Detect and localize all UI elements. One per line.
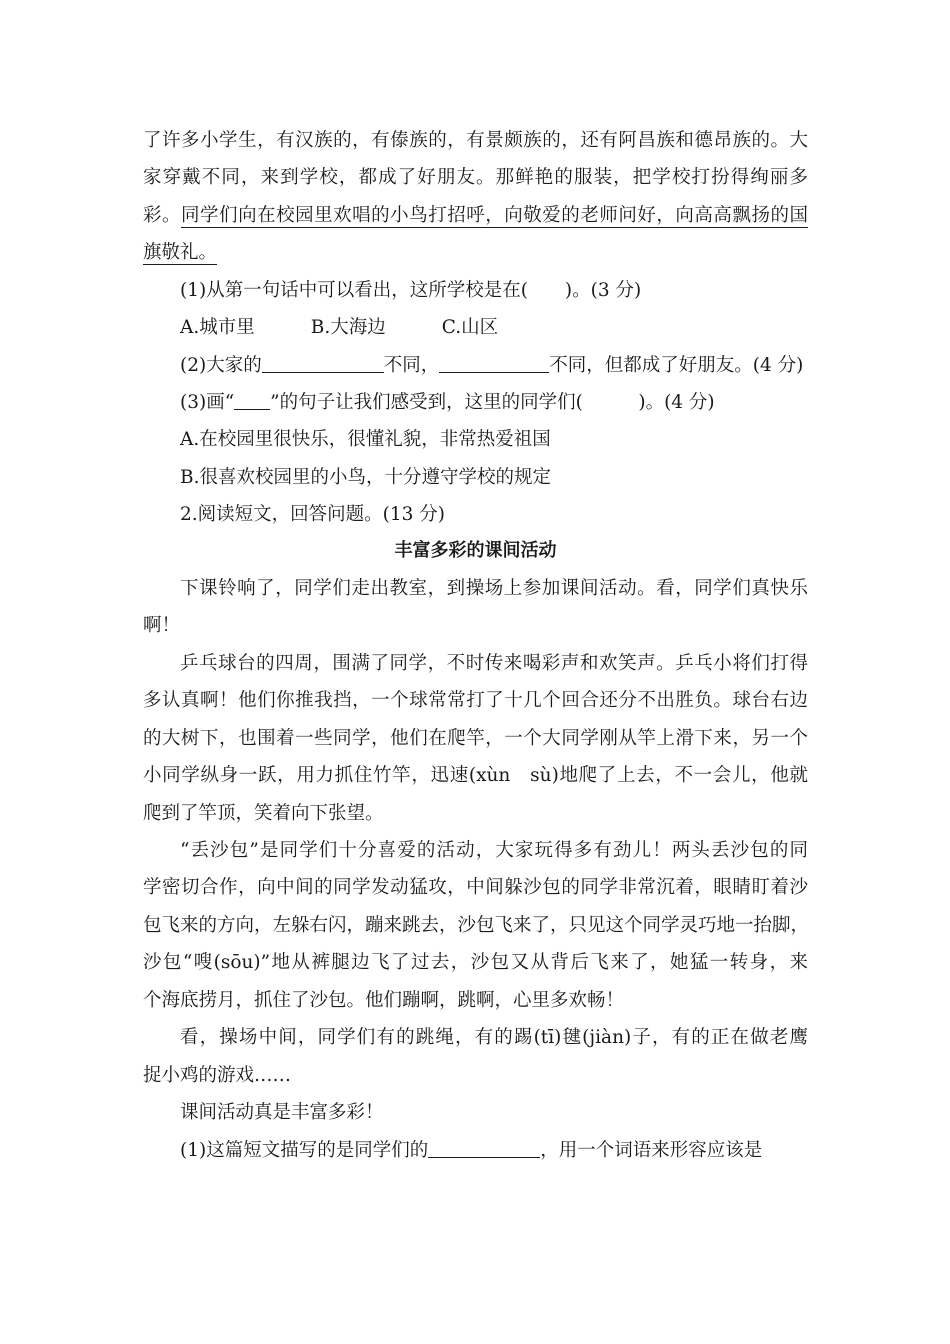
underline-mark xyxy=(234,391,270,410)
article-line: 学密切合作，向中间的同学发动猛攻，中间躲沙包的同学非常沉着，眼睛盯着沙 xyxy=(143,877,808,898)
question-text: (1)这篇短文描写的是同学们的 xyxy=(180,1140,429,1161)
article-line: 下课铃响了，同学们走出教室，到操场上参加课间活动。看，同学们真快乐 xyxy=(180,578,808,599)
question-3-text: (3)画“ xyxy=(180,392,235,413)
article-line: 啊！ xyxy=(143,615,181,636)
question-2 xyxy=(180,351,808,381)
article-line: 小同学纵身一跃，用力抓住竹竿，迅速(xùn sù)地爬了上去，不一会儿，他就 xyxy=(143,765,808,786)
question-3-option-b: B.很喜欢校园里的小鸟，十分遵守学校的规定 xyxy=(180,467,551,488)
question-article-1 xyxy=(180,1136,808,1166)
article-line: 包飞来的方向，左躲右闪，蹦来跳去，沙包飞来了，只见这个同学灵巧地一抬脚， xyxy=(143,915,810,936)
article-line: “丢沙包”是同学们十分喜爱的活动，大家玩得多有劲儿！两头丢沙包的同 xyxy=(180,840,808,861)
question-3 xyxy=(180,388,808,418)
answer-blank[interactable] xyxy=(439,354,549,373)
article-line: 捉小鸡的游戏…… xyxy=(143,1065,292,1086)
article-line: 的大树下，也围着一些同学，他们在爬竿，一个大同学刚从竿上滑下来，另一个 xyxy=(143,728,808,749)
question-text: ，用一个词语来形容应该是 xyxy=(540,1140,763,1161)
underlined-sentence: 同学们向在校园里欢唱的小鸟打招呼，向敬爱的老师问好，向高高飘扬的国 xyxy=(181,205,808,226)
article-line: 课间活动真是丰富多彩！ xyxy=(180,1102,384,1123)
passage-line: 家穿戴不同，来到学校，都成了好朋友。那鲜艳的服装，把学校打扮得绚丽多 xyxy=(143,167,808,188)
article-line: 乒乓球台的四周，围满了同学，不时传来喝彩声和欢笑声。乒乓小将们打得 xyxy=(180,653,808,674)
question-2-text: 不同，但都成了好朋友。(4 分) xyxy=(549,355,804,376)
article-line: 看，操场中间，同学们有的跳绳，有的踢(tī)毽(jiàn)子，有的正在做老鹰 xyxy=(180,1027,808,1048)
article-line: 个海底捞月，抓住了沙包。他们蹦啊，跳啊，心里多欢畅！ xyxy=(143,990,625,1011)
option-c: C.山区 xyxy=(441,317,499,338)
passage-text: 彩。 xyxy=(143,205,182,226)
passage-line: 了许多小学生，有汉族的，有傣族的，有景颇族的，还有阿昌族和德昂族的。大 xyxy=(143,130,808,151)
question-1: (1)从第一句话中可以看出，这所学校是在( )。(3 分) xyxy=(180,280,642,301)
passage-line xyxy=(143,238,808,268)
article-line: 沙包“嗖(sōu)”地从裤腿边飞了过去，沙包又从背后飞来了，她猛一转身，来 xyxy=(143,952,808,973)
question-2-text: 不同， xyxy=(383,355,440,376)
passage-line xyxy=(143,201,808,231)
question-1-options xyxy=(180,313,808,343)
answer-blank[interactable] xyxy=(262,354,384,373)
article-line: 爬到了竿顶，笑着向下张望。 xyxy=(143,803,384,824)
option-a: A.城市里 xyxy=(180,317,255,338)
underlined-sentence: 旗敬礼。 xyxy=(143,242,218,263)
question-3-option-a: A.在校园里很快乐，很懂礼貌，非常热爱祖国 xyxy=(180,429,551,450)
option-b: B.大海边 xyxy=(310,317,386,338)
article-line: 多认真啊！他们你推我挡，一个球常常打了十几个回合还分不出胜负。球台右边 xyxy=(143,690,808,711)
task-2-instruction: 2.阅读短文，回答问题。(13 分) xyxy=(180,504,446,525)
question-3-text: ”的句子让我们感受到，这里的同学们( )。(4 分) xyxy=(270,392,715,413)
question-2-text: (2)大家的 xyxy=(180,355,262,376)
article-title: 丰富多彩的课间活动 xyxy=(394,540,557,561)
answer-blank[interactable] xyxy=(428,1139,540,1158)
